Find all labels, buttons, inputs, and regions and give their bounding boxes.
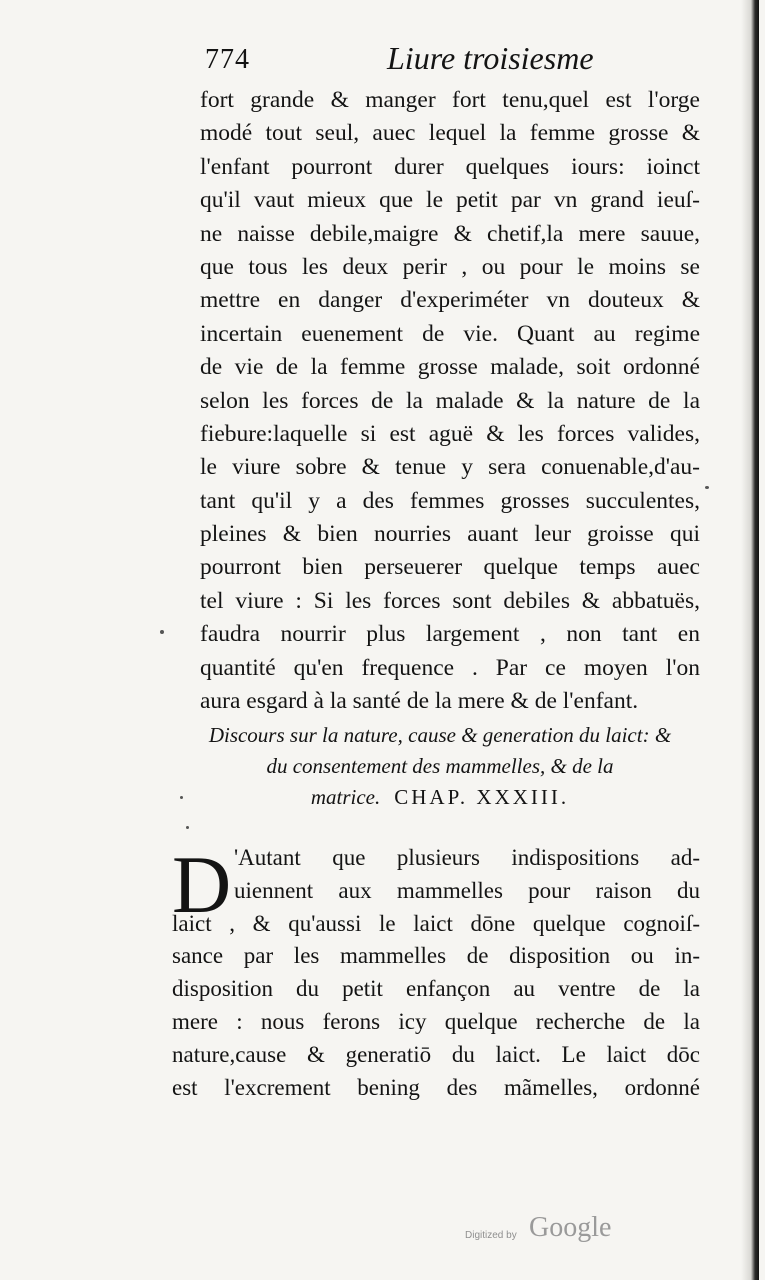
text-line: fort grande & manger fort tenu,quel est l'orge [200,87,700,113]
drop-cap: D [172,839,232,930]
text-line: ne naisse debile,maigre & chetif,la mere sauue, [200,220,700,247]
text-line: le viure sobre & tenue y sera conuenable,d'au- [200,454,700,481]
chapter-heading [180,720,700,813]
chapter-title-line [180,782,700,813]
body-text [200,84,700,718]
text-line: faudra nourrir plus largement , non tant en [200,621,700,648]
chapter-body [172,839,700,1104]
text-line: mettre en danger d'experiméter vn douteux & [200,287,700,314]
page-header [205,40,625,84]
text-line: 'Autant que plusieurs indispositions ad- [234,845,700,870]
text-line: qu'il vaut mieux que le petit par vn grand ieuſ- [200,187,700,214]
text-line: incertain euenement de vie. Quant au regime [200,320,700,347]
scan-speck [180,796,183,799]
page-number: 774 [205,44,250,75]
text-line: mere : nous ferons icy quelque recherche de la [172,1008,700,1034]
text-line: uiennent aux mammelles pour raison du [234,877,700,903]
chapter-title-line: Discours sur la nature, cause & generation du laict: & [208,723,672,747]
page-edge-shadow [741,0,759,1280]
text-line: laict , & qu'aussi le laict dōne quelque cognoiſ- [172,910,700,936]
chapter-title-end: matrice. [310,785,381,809]
text-line: que tous les deux perir , ou pour le moins se [200,253,700,280]
scan-speck [160,630,164,634]
text-line: aura esgard à la santé de la mere & de l'enfant. [200,688,639,715]
chapter-label: CHAP. XXXIII. [394,785,570,809]
scan-speck [186,826,189,829]
text-line: de vie de la femme grosse malade, soit ordonné [200,354,700,381]
text-line: disposition du petit enfançon au ventre de la [172,976,700,1002]
text-line: selon les forces de la malade & la nature de la [200,387,700,414]
chapter-title-line: du consentement des mammelles, & de la [266,754,614,778]
text-line: fiebure:laquelle si est aguë & les forces valides, [200,420,700,447]
text-line: pleines & bien nourries auant leur groisse qui [200,521,700,548]
text-line: pourront bien perseuerer quelque temps auec [200,554,700,581]
text-line: l'enfant pourront durer quelques iours: ioinct [200,153,700,180]
text-line: quantité qu'en frequence . Par ce moyen l'on [200,654,700,681]
text-line: est l'excrement bening des mãmelles, ordonné [172,1074,700,1100]
digitization-watermark [465,1212,635,1252]
text-line: nature,cause & generatiō du laict. Le laict dōc [172,1041,700,1067]
google-logo: Google [529,1212,612,1243]
text-line: sance par les mammelles de disposition ou in- [172,943,700,969]
text-line: tel viure : Si les forces sont debiles & abbatuës, [200,587,700,614]
text-line: modé tout seul, auec lequel la femme grosse & [200,120,700,147]
watermark-prefix: Digitized by [465,1230,517,1241]
scan-speck [705,486,709,489]
text-line: tant qu'il y a des femmes grosses succulentes, [200,487,700,514]
running-head: Liure troisiesme [387,40,594,76]
